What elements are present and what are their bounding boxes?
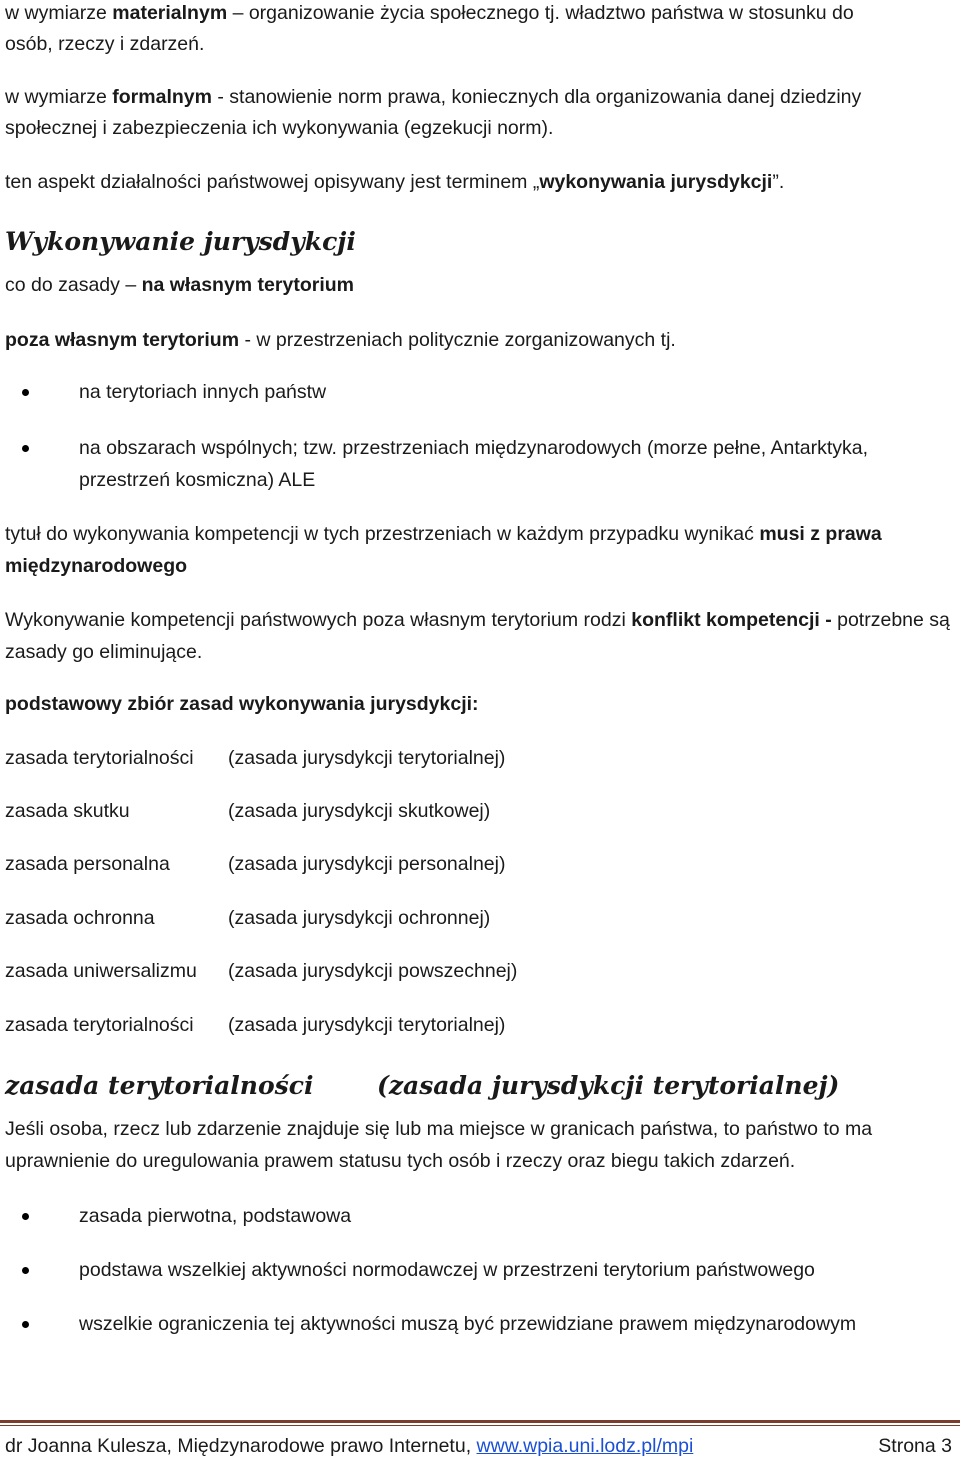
section-heading-jurisdiction: Wykonywanie jurysdykcji	[5, 227, 356, 256]
principle-row: zasada terytorialności (zasada jurysdykcji terytorialnej)	[5, 747, 506, 769]
principle-row: zasada skutku (zasada jurysdykcji skutkowej)	[5, 800, 491, 822]
principle-row: zasada uniwersalizmu (zasada jurysdykcji powszechnej)	[5, 960, 518, 982]
intro-line-1: w wymiarze materialnym – organizowanie życia społecznego tj. władztwo państwa w stosunku do	[5, 2, 854, 24]
footer-divider	[0, 1420, 960, 1423]
intro-line-4: społecznej i zabezpieczenia ich wykonywania (egzekucji norm).	[5, 117, 554, 139]
title-paragraph: tytuł do wykonywania kompetencji w tych przestrzeniach w każdym przypadku wynikać musi z prawa międzynarodowego	[5, 523, 882, 577]
list-item: na obszarach wspólnych; tzw. przestrzeniach międzynarodowych (morze pełne, Antarktyka, przestrzeń kosmiczna) ALE	[0, 432, 952, 496]
list-item: podstawa wszelkiej aktywności normodawczej w przestrzeni terytorium państwowego	[0, 1254, 952, 1286]
bullet-icon	[22, 445, 29, 452]
territoriality-paragraph: Jeśli osoba, rzecz lub zdarzenie znajduje się lub ma miejsce w granicach państwa, to państwo to ma uprawnienie do uregulowania prawem statusu tych osób i rzeczy oraz biegu takich zdarzeń.	[5, 1118, 873, 1172]
bullet-icon	[22, 1213, 29, 1220]
page-footer	[5, 1433, 952, 1459]
rule-line: co do zasady – na własnym terytorium	[5, 274, 354, 296]
intro-line-3: w wymiarze formalnym - stanowienie norm prawa, koniecznych dla organizowania danej dziedziny	[5, 86, 862, 108]
outside-line: poza własnym terytorium - w przestrzeniach politycznie zorganizowanych tj.	[5, 329, 676, 351]
principles-heading: podstawowy zbiór zasad wykonywania jurysdykcji:	[5, 693, 479, 715]
principle-row: zasada ochronna (zasada jurysdykcji ochronnej)	[5, 907, 491, 929]
principle-row: zasada terytorialności (zasada jurysdykcji terytorialnej)	[5, 1014, 506, 1036]
intro-line-5: ten aspekt działalności państwowej opisywany jest terminem „wykonywania jurysdykcji”.	[5, 171, 785, 193]
page-number: Strona 3	[878, 1435, 952, 1457]
footer-divider-thin	[0, 1425, 960, 1426]
bullet-icon	[22, 1321, 29, 1328]
bullet-icon	[22, 1267, 29, 1274]
list-item: zasada pierwotna, podstawowa	[0, 1200, 952, 1232]
section-heading-territoriality: zasada terytorialności (zasada jurysdykcji terytorialnej)	[5, 1071, 840, 1100]
conflict-paragraph: Wykonywanie kompetencji państwowych poza własnym terytorium rodzi konflikt kompetencji - potrzebne są zasady go eliminujące.	[5, 609, 950, 663]
footer-link[interactable]: www.wpia.uni.lodz.pl/mpi	[476, 1435, 694, 1457]
list-item: wszelkie ograniczenia tej aktywności muszą być przewidziane prawem międzynarodowym	[0, 1308, 952, 1340]
bullet-icon	[22, 389, 29, 396]
principle-row: zasada personalna (zasada jurysdykcji personalnej)	[5, 853, 506, 875]
intro-line-2: osób, rzeczy i zdarzeń.	[5, 33, 205, 55]
footer-author: dr Joanna Kulesza, Międzynarodowe prawo Internetu,	[5, 1435, 477, 1457]
list-item: na terytoriach innych państw	[0, 376, 952, 408]
